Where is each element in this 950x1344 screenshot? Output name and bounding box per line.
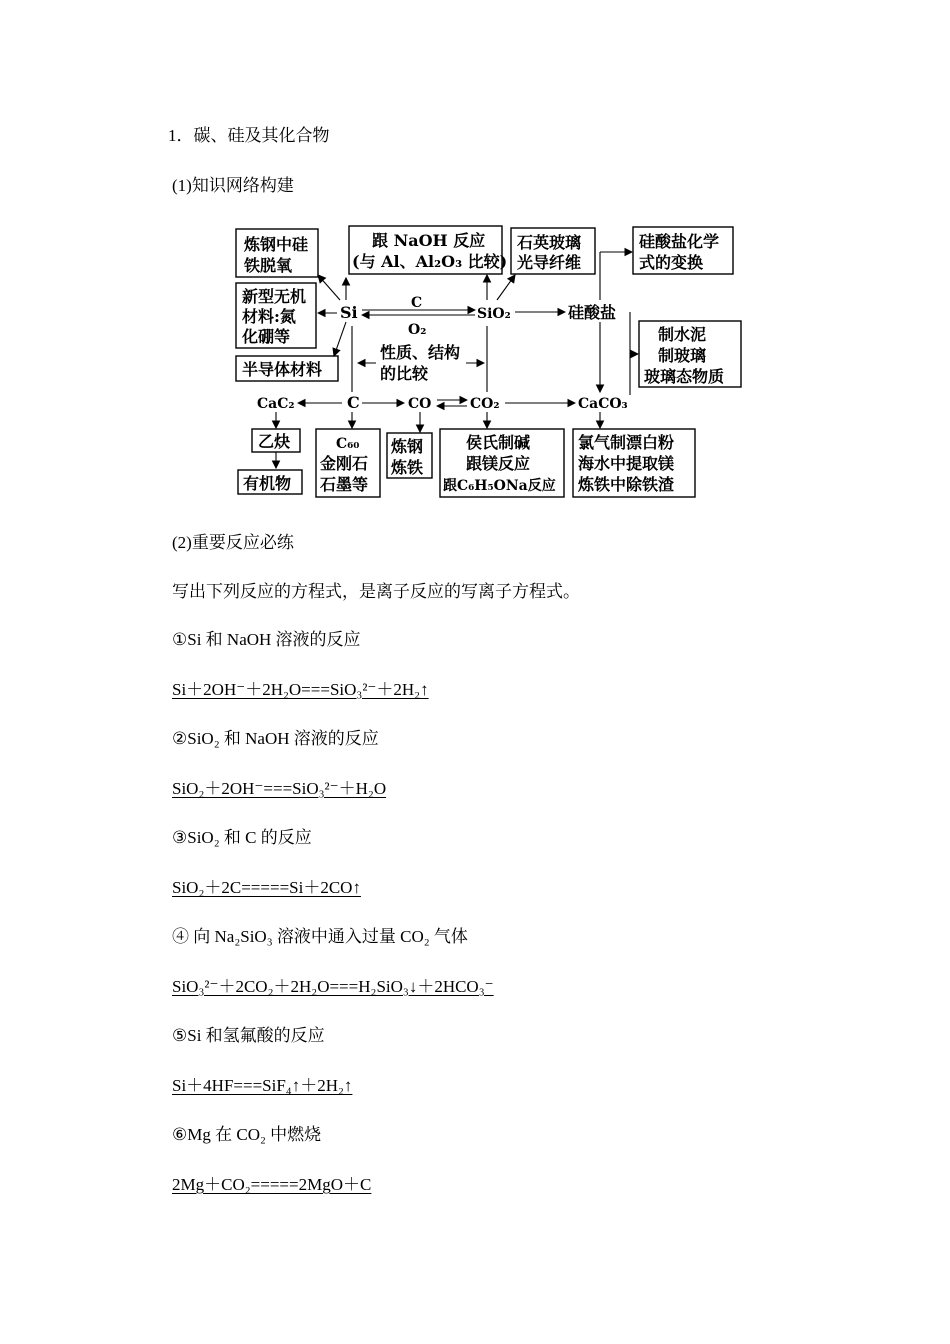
- knowledge-network-diagram: [0, 0, 950, 520]
- box-new-material-1: 新型无机: [242, 287, 307, 306]
- box-iron-2: 炼铁: [391, 458, 424, 477]
- box-chlorine-2: 海水中提取镁: [578, 454, 675, 473]
- question-2: ②SiO₂ 和 NaOH 溶液的反应: [172, 729, 379, 748]
- box-allotrope-2: 金刚石: [320, 454, 369, 473]
- node-si: Si: [340, 303, 358, 322]
- node-silicate: 硅酸盐: [568, 303, 617, 322]
- box-iron-1: 炼钢: [391, 437, 424, 456]
- box-chlorine-3: 炼铁中除铁渣: [578, 475, 675, 494]
- box-organic: 有机物: [243, 474, 292, 493]
- box-silicate-formula-1: 硅酸盐化学: [639, 232, 720, 251]
- box-hou-3: 跟C₆H₅ONa反应: [443, 478, 556, 494]
- box-naoh-1: 跟 NaOH 反应: [372, 231, 486, 250]
- question-1: ①Si 和 NaOH 溶液的反应: [172, 630, 361, 649]
- answer-5: Si＋4HF===SiF₄↑＋2H₂↑: [172, 1076, 353, 1095]
- answer-3: SiO₂＋2C=====Si＋2CO↑: [172, 878, 361, 897]
- box-acetylene: 乙炔: [258, 432, 291, 451]
- box-allotrope-3: 石墨等: [320, 475, 369, 494]
- box-hou-2: 跟镁反应: [466, 454, 531, 473]
- answer-6: 2Mg＋CO₂=====2MgO＋C: [172, 1175, 372, 1194]
- box-naoh-2: (与 Al、Al₂O₃ 比较): [352, 252, 508, 271]
- box-steel-deox-1: 炼钢中硅: [244, 235, 309, 254]
- answer-2: SiO₂＋2OH⁻===SiO₃²⁻＋H₂O: [172, 779, 387, 798]
- compare-label-1: 性质、结构: [380, 343, 461, 362]
- box-cement-3: 玻璃态物质: [644, 367, 725, 386]
- arrow-label-o2: O₂: [408, 322, 427, 338]
- node-caco3: CaCO₃: [578, 396, 628, 412]
- box-allotrope-1: C₆₀: [336, 436, 360, 452]
- box-semiconductor: 半导体材料: [242, 360, 323, 379]
- subsection-network: (1)知识网络构建: [172, 176, 294, 195]
- question-3: ③SiO₂ 和 C 的反应: [172, 828, 312, 847]
- answer-1: Si＋2OH⁻＋2H₂O===SiO₃²⁻＋2H₂↑: [172, 680, 429, 699]
- box-hou-1: 侯氏制碱: [466, 433, 531, 452]
- node-c: C: [347, 393, 360, 412]
- arrow-label-c: C: [411, 295, 423, 311]
- instruction-text: 写出下列反应的方程式，是离子反应的写离子方程式。: [172, 582, 580, 601]
- box-steel-deox-2: 铁脱氧: [244, 256, 293, 275]
- box-quartz-2: 光导纤维: [517, 253, 582, 272]
- box-new-material-3: 化硼等: [242, 327, 291, 346]
- box-cement-2: 制玻璃: [658, 346, 707, 365]
- node-cac2: CaC₂: [257, 396, 295, 412]
- box-silicate-formula-2: 式的变换: [639, 253, 704, 272]
- box-quartz-1: 石英玻璃: [517, 233, 582, 252]
- node-sio2: SiO₂: [477, 306, 511, 322]
- node-co: CO: [408, 396, 432, 412]
- node-co2: CO₂: [470, 396, 500, 412]
- box-cement-1: 制水泥: [658, 325, 707, 344]
- question-6: ⑥Mg 在 CO₂ 中燃烧: [172, 1125, 322, 1144]
- box-new-material-2: 材料:氮: [242, 307, 296, 326]
- question-5: ⑤Si 和氢氟酸的反应: [172, 1026, 325, 1045]
- box-chlorine-1: 氯气制漂白粉: [578, 433, 675, 452]
- compare-label-2: 的比较: [380, 364, 429, 383]
- subsection-reactions: (2)重要反应必练: [172, 533, 294, 552]
- answer-4: SiO₃²⁻＋2CO₂＋2H₂O===H₂SiO₃↓＋2HCO₃⁻: [172, 977, 494, 996]
- question-4: ④ 向 Na₂SiO₃ 溶液中通入过量 CO₂ 气体: [172, 927, 468, 946]
- section-title: 1．碳、硅及其化合物: [168, 126, 330, 145]
